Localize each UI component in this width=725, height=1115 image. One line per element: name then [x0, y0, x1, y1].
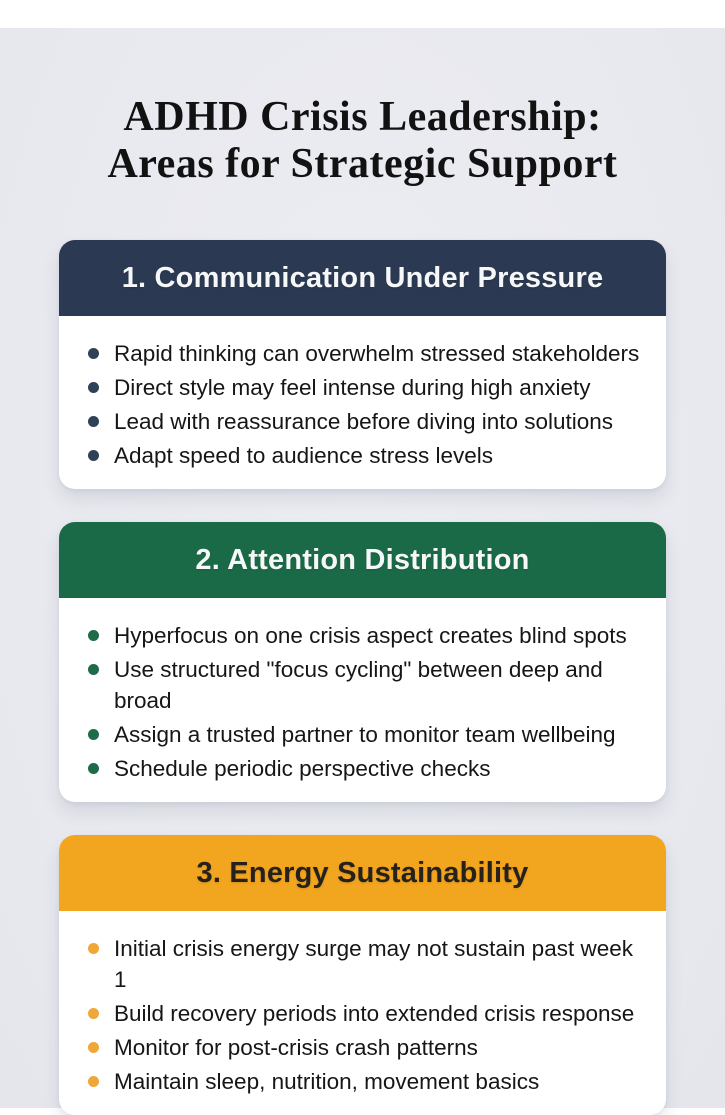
list-item: [88, 1066, 640, 1097]
section-header-communication: 1. Communication Under Pressure: [59, 240, 666, 316]
section-body-attention: [59, 598, 666, 802]
infographic-page: [0, 28, 725, 1108]
section-body-communication: [59, 316, 666, 489]
list-item: [88, 338, 640, 369]
list-item-text: Direct style may feel intense during high anxiety: [114, 375, 591, 401]
list-item: [88, 620, 640, 651]
list-item-text: Initial crisis energy surge may not sustain past week 1: [114, 936, 633, 993]
section-header-energy: 3. Energy Sustainability: [59, 835, 666, 911]
list-item-text: Lead with reassurance before diving into solutions: [114, 409, 614, 435]
list-item: [88, 933, 640, 995]
bullet-dot-icon: [88, 348, 99, 359]
list-item: [88, 1032, 640, 1063]
bullet-list: [88, 620, 640, 784]
list-item: [88, 372, 640, 403]
bullet-dot-icon: [88, 416, 99, 427]
bullet-list: [88, 933, 640, 1097]
bullet-dot-icon: [88, 382, 99, 393]
list-item: [88, 998, 640, 1029]
list-item-text: Assign a trusted partner to monitor team wellbeing: [114, 722, 616, 748]
list-item-text: Rapid thinking can overwhelm stressed stakeholders: [114, 341, 640, 367]
section-body-energy: [59, 911, 666, 1115]
bullet-dot-icon: [88, 943, 99, 954]
bullet-dot-icon: [88, 1076, 99, 1087]
bullet-dot-icon: [88, 450, 99, 461]
section-card-attention: [59, 522, 666, 802]
section-card-energy: [59, 835, 666, 1115]
list-item-text: Maintain sleep, nutrition, movement basics: [114, 1069, 540, 1095]
bullet-dot-icon: [88, 1008, 99, 1019]
bullet-list: [88, 338, 640, 471]
list-item: [88, 719, 640, 750]
list-item-text: Schedule periodic perspective checks: [114, 756, 491, 782]
section-header-attention: 2. Attention Distribution: [59, 522, 666, 598]
bullet-dot-icon: [88, 763, 99, 774]
list-item-text: Monitor for post-crisis crash patterns: [114, 1035, 478, 1061]
list-item-text: Hyperfocus on one crisis aspect creates blind spots: [114, 623, 627, 649]
bullet-dot-icon: [88, 630, 99, 641]
list-item: [88, 654, 640, 716]
bullet-dot-icon: [88, 1042, 99, 1053]
list-item: [88, 440, 640, 471]
page-title-line-2: Areas for Strategic Support: [107, 141, 618, 188]
bullet-dot-icon: [88, 729, 99, 740]
page-title: [0, 28, 725, 188]
page-title-line-1: ADHD Crisis Leadership:: [123, 94, 602, 141]
list-item: [88, 753, 640, 784]
section-card-communication: [59, 240, 666, 489]
bullet-dot-icon: [88, 664, 99, 675]
list-item: [88, 406, 640, 437]
list-item-text: Build recovery periods into extended crisis response: [114, 1001, 635, 1027]
list-item-text: Adapt speed to audience stress levels: [114, 443, 493, 469]
list-item-text: Use structured "focus cycling" between deep and broad: [114, 657, 603, 714]
